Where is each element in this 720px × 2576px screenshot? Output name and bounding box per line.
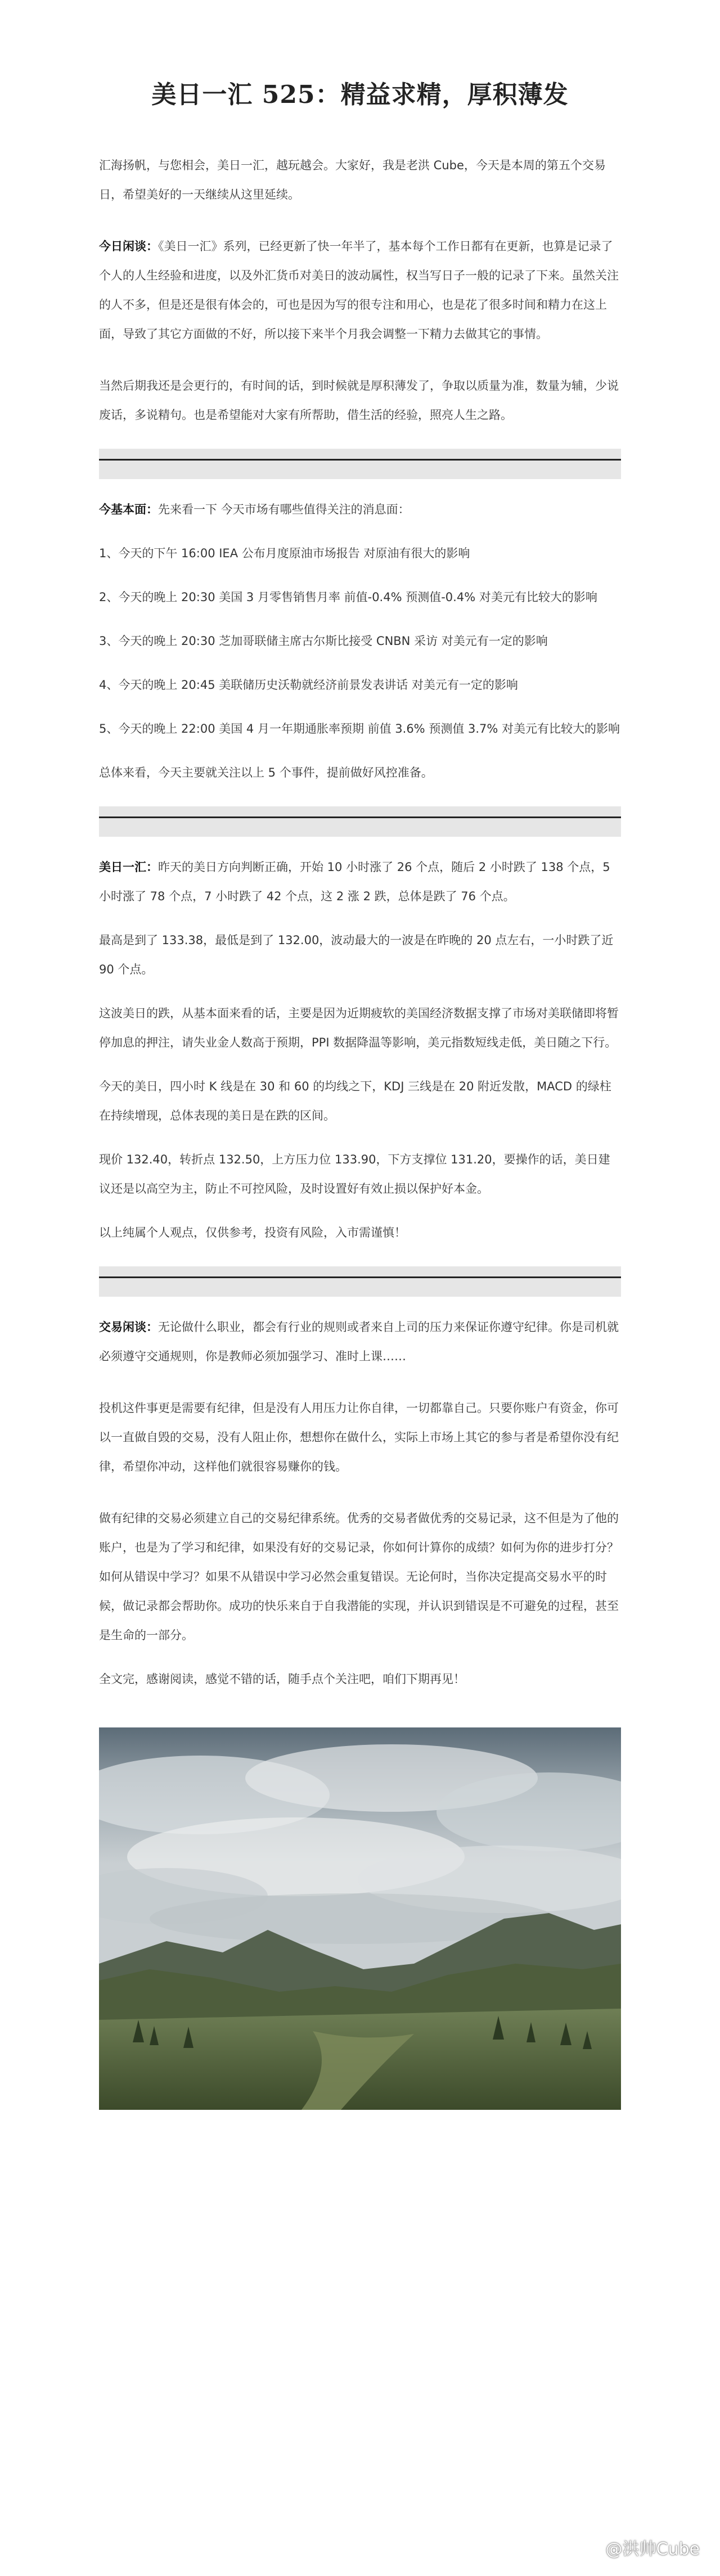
today-chat-text: 《美日一汇》系列，已经更新了快一年半了，基本每个工作日都有在更新，也算是记录了个人的人生经验和进度，以及外汇货币对美日的波动属性，权当写日子一般的记录了下来。虽然关注的人不多，但是还是很有体会的，可也是因为写的很专注和用心，也是花了很多时间和精力在这上面，导致了其它方面做的不好，所以接下来半个月我会调整一下精力去做其它的事情。 bbox=[99, 240, 619, 341]
usdjpy-technical-paragraph: 今天的美日，四小时 K 线是在 30 和 60 的均线之下，KDJ 三线是在 20 附近发散，MACD 的绿柱在持续增现，总体表现的美日是在跌的区间。 bbox=[99, 1080, 611, 1122]
closing-paragraph: 全文完，感谢阅读，感觉不错的话，随手点个关注吧，咱们下期再见！ bbox=[99, 1672, 465, 1686]
section-divider bbox=[99, 1266, 621, 1297]
plan-paragraph: 当然后期我还是会更行的，有时间的话，到时候就是厚积薄发了，争取以质量为准，数量为辅，少说废话，多说精句。也是希望能对大家有所帮助，借生活的经验，照亮人生之路。 bbox=[99, 379, 619, 422]
fundamentals-intro bbox=[99, 495, 621, 524]
trading-record-paragraph: 做有纪律的交易必须建立自己的交易纪律系统。优秀的交易者做优秀的交易记录，这不但是为了他的账户，也是为了学习和纪律，如果没有好的交易记录，你如何计算你的成绩？如何为你的进步打分？如何从错误中学习？如果不从错误中学习必然会重复错误。无论何时，当你决定提高交易水平的时候，做记录都会帮助你。成功的快乐来自于自我潜能的实现，并认识到错误是不可避免的过程，甚至是生命的一部分。 bbox=[99, 1512, 619, 1642]
usdjpy-range-paragraph: 最高是到了 133.38，最低是到了 132.00，波动最大的一波是在昨晚的 20 点左右，一小时跌了近 90 个点。 bbox=[99, 933, 614, 976]
landscape-photo bbox=[99, 1727, 621, 2110]
event-item: 1、今天的下午 16:00 IEA 公布月度原油市场报告 对原油有很大的影响 bbox=[99, 547, 470, 560]
disclaimer: 以上纯属个人观点，仅供参考，投资有风险，入市需谨慎！ bbox=[99, 1226, 406, 1239]
fundamentals-lead: 今基本面： bbox=[99, 503, 158, 516]
event-item: 5、今天的晚上 22:00 美国 4 月一年期通胀率预期 前值 3.6% 预测值 3.7% 对美元有比较大的影响 bbox=[99, 722, 620, 736]
fundamentals-lead-text: 先来看一下 今天市场有哪些值得关注的消息面： bbox=[158, 503, 410, 516]
section-divider bbox=[99, 806, 621, 837]
trading-chat bbox=[99, 1312, 621, 1371]
event-item: 2、今天的晚上 20:30 美国 3 月零售销售月率 前值-0.4% 预测值-0.4% 对美元有比较大的影响 bbox=[99, 590, 597, 604]
trading-discipline-paragraph: 投机这件事更是需要有纪律，但是没有人用压力让你自律，一切都靠自己。只要你账户有资金，你可以一直做自毁的交易，没有人阻止你，想想你在做什么，实际上市场上其它的参与者是希望你没有纪律，希望你冲动，这样他们就很容易赚你的钱。 bbox=[99, 1401, 619, 1473]
event-item: 4、今天的晚上 20:45 美联储历史沃勒就经济前景发表讲话 对美元有一定的影响 bbox=[99, 678, 518, 692]
today-chat-lead: 今日闲谈： bbox=[99, 240, 158, 253]
trading-lead: 交易闲谈： bbox=[99, 1320, 158, 1334]
section-divider bbox=[99, 449, 621, 479]
usdjpy-lead: 美日一汇： bbox=[99, 860, 158, 874]
event-item: 3、今天的晚上 20:30 芝加哥联储主席古尔斯比接受 CNBN 采访 对美元有一定的影响 bbox=[99, 634, 548, 648]
article-body bbox=[99, 151, 621, 2110]
usdjpy-levels-paragraph: 现价 132.40，转折点 132.50，上方压力位 133.90，下方支撑位 131.20，要操作的话，美日建议还是以高空为主，防止不可控风险，及时设置好有效止损以保护好本金。 bbox=[99, 1153, 610, 1195]
usdjpy-review-text: 昨天的美日方向判断正确，开始 10 小时涨了 26 个点，随后 2 小时跌了 138 个点，5 小时涨了 78 个点，7 小时跌了 42 个点，这 2 涨 2 跌，总体是跌了 76 个点。 bbox=[99, 860, 610, 903]
today-chat-paragraph bbox=[99, 232, 621, 349]
intro-greeting: 汇海扬帆，与您相会，美日一汇，越玩越会。大家好，我是老洪 Cube，今天是本周的第五个交易日，希望美好的一天继续从这里延续。 bbox=[99, 159, 606, 201]
landscape-illustration bbox=[99, 1727, 621, 2110]
fundamentals-summary: 总体来看，今天主要就关注以上 5 个事件，提前做好风控准备。 bbox=[99, 766, 433, 779]
article-title: 美日一汇 525：精益求精，厚积薄发 bbox=[151, 80, 569, 109]
usdjpy-fundamental-paragraph: 这波美日的跌，从基本面来看的话，主要是因为近期疲软的美国经济数据支撑了市场对美联储即将暂停加息的押注，请失业金人数高于预期，PPI 数据降温等影响，美元指数短线走低，美日随之下行。 bbox=[99, 1007, 619, 1049]
author-watermark: @洪帅Cube bbox=[605, 2539, 700, 2559]
trading-chat-text: 无论做什么职业，都会有行业的规则或者来自上司的压力来保证你遵守纪律。你是司机就必须遵守交通规则，你是教师必须加强学习、准时上课…… bbox=[99, 1320, 619, 1363]
usdjpy-review bbox=[99, 852, 621, 911]
